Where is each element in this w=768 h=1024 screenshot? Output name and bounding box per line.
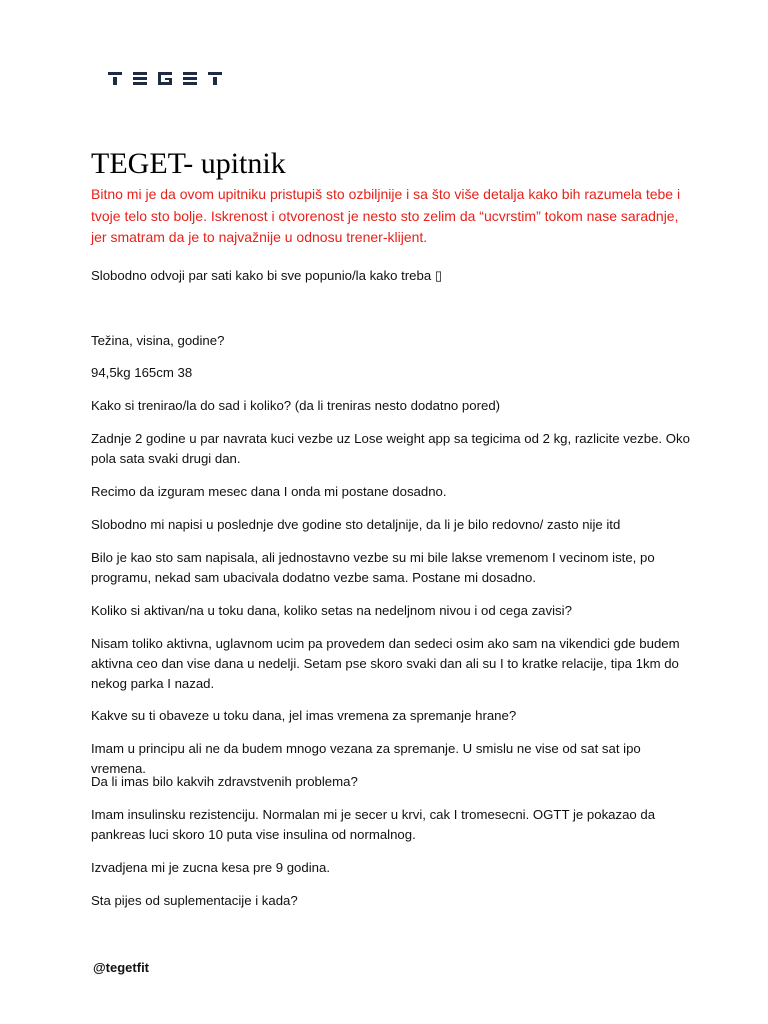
answer-6: Imam u principu ali ne da budem mnogo vezana za spremanje. U smislu ne vise od sat sat ipo vremena. [91,741,641,776]
footer-handle: @tegetfit [93,960,150,975]
question-4: Slobodno mi napisi u poslednje dve godine sto detaljnije, da li je bilo redovno/ zasto nije itd [91,517,621,532]
teget-logo [108,72,222,85]
question-5: Koliko si aktivan/na u toku dana, koliko setas na nedeljnom nivou i od cega zavisi? [91,603,572,618]
answer-7: Imam insulinsku rezistenciju. Normalan mi je secer u krvi, cak I tromesecni. OGTT je pokazao da pankreas luci skoro 10 puta vise insulina od normalnog. [91,807,656,842]
intro-text: Bitno mi je da ovom upitniku pristupiš sto ozbiljnije i sa što više detalja kako bih razumela tebe i tvoje telo sto bolje. Iskrenost i otvorenost je nesto sto zelim da “ucvrstim” tokom nase saradnje, jer smatram da je to najvažnije u odnosu trener-klijent. [91,186,681,245]
answer-4: Bilo je kao sto sam napisala, ali jednostavno vezbe su mi bile lakse vremenom I vecinom iste, po programu, nekad sam ubacivala dodatno vezbe sama. Postane mi dosadno. [91,550,655,585]
answer-8: Izvadjena mi je zucna kesa pre 9 godina. [91,860,330,875]
question-7: Da li imas bilo kakvih zdravstvenih problema? [91,774,358,789]
logo-letter-g [158,72,172,85]
logo-letter-t [108,72,122,85]
answer-3: Recimo da izguram mesec dana I onda mi postane dosadno. [91,484,447,499]
question-2: Kako si trenirao/la do sad i koliko? (da li treniras nesto dodatno pored) [91,398,501,413]
page-title: TEGET- upitnik [91,147,286,180]
answer-2: Zadnje 2 godine u par navrata kuci vezbe uz Lose weight app sa tegicima od 2 kg, razlicite vezbe. Oko pola sata svaki drugi dan. [91,431,690,466]
question-1: Težina, visina, godine? [91,333,225,348]
answer-1: 94,5kg 165cm 38 [91,365,193,380]
question-6: Kakve su ti obaveze u toku dana, jel imas vremena za spremanje hrane? [91,708,517,723]
logo-letter-e2 [183,72,197,85]
logo-letter-t2 [208,72,222,85]
question-9: Sta pijes od suplementacije i kada? [91,893,298,908]
answer-5: Nisam toliko aktivna, uglavnom ucim pa provedem dan sedeci osim ako sam na vikendici gde budem aktivna ceo dan vise dana u nedelji. Setam pse skoro svaki dan ali su I to kratke relacije, tipa 1km do nekog parka I nazad. [91,636,680,691]
note-text: Slobodno odvoji par sati kako bi sve popunio/la kako treba ▯ [91,268,443,283]
logo-letter-e [133,72,147,85]
